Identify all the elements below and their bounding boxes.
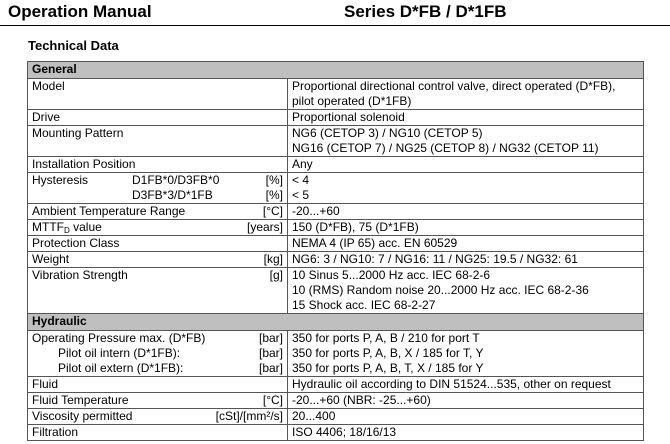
param-value: Proportional directional control valve, direct operated (D*FB), pilot operated (D*1FB): [288, 79, 644, 110]
param-unit: [g]: [269, 268, 283, 282]
param-label: Protection Class: [28, 236, 288, 252]
table-row: [28, 126, 644, 157]
param-value: 150 (D*FB), 75 (D*1FB): [288, 220, 644, 236]
group-hydraulic: [28, 314, 644, 331]
param-label: Drive: [28, 110, 288, 126]
param-unit: [%]: [265, 188, 283, 202]
param-unit: [bar]: [258, 346, 283, 360]
param-unit: [%]: [265, 173, 283, 187]
table-row: [28, 79, 644, 110]
param-label: Vibration Strength [g]: [28, 268, 288, 314]
table-row: [28, 268, 644, 314]
param-value: < 4 < 5: [288, 173, 644, 204]
param-value: 350 for ports P, A, B / 210 for port T 350 for ports P, A, B, X / 185 for T, Y 350 for ports P, A, B, T, X / 185 for Y: [288, 331, 644, 377]
table-row: [28, 377, 644, 393]
param-value: -20...+60 (NBR: -25...+60): [288, 393, 644, 409]
param-unit: [°C]: [262, 204, 283, 218]
param-unit: [cSt]/[mm²/s]: [215, 409, 283, 423]
group-title: Hydraulic: [28, 314, 644, 331]
param-label: Fluid Temperature [°C]: [28, 393, 288, 409]
table-row: [28, 409, 644, 425]
param-value: NG6: 3 / NG10: 7 / NG16: 11 / NG25: 19.5 / NG32: 61: [288, 252, 644, 268]
param-value: ISO 4406; 18/16/13: [288, 425, 644, 441]
param-label: Viscosity permitted [cSt]/[mm²/s]: [28, 409, 288, 425]
technical-data-table: [27, 61, 644, 441]
series-title: Series D*FB / D*1FB: [344, 2, 507, 21]
param-label: Mounting Pattern: [28, 126, 288, 157]
param-value: Any: [288, 157, 644, 173]
param-value: Hydraulic oil according to DIN 51524...535, other on request: [288, 377, 644, 393]
param-value: -20...+60: [288, 204, 644, 220]
param-label: Installation Position: [28, 157, 288, 173]
section-title: Technical Data: [28, 38, 119, 53]
param-label: $MTTF_D$ value [years]: [28, 220, 288, 236]
param-label: Weight [kg]: [28, 252, 288, 268]
hysteresis-variant-2: D3FB*3/D*1FB: [132, 188, 213, 202]
group-title: General: [28, 62, 644, 79]
param-value: Proportional solenoid: [288, 110, 644, 126]
table-row: [28, 220, 644, 236]
param-unit: [years]: [246, 220, 283, 234]
param-label: Fluid: [28, 377, 288, 393]
table-row: [28, 252, 644, 268]
param-label: Ambient Temperature Range [°C]: [28, 204, 288, 220]
param-label: Model: [28, 79, 288, 110]
group-general: [28, 62, 644, 79]
table-row: [28, 393, 644, 409]
param-label: Hysteresis D1FB*0/D3FB*0 [%] D3FB*3/D*1FB [%]: [28, 173, 288, 204]
table-row: [28, 204, 644, 220]
param-value: NG6 (CETOP 3) / NG10 (CETOP 5) NG16 (CETOP 7) / NG25 (CETOP 8) / NG32 (CETOP 11): [288, 126, 644, 157]
param-unit: [kg]: [263, 252, 283, 266]
param-label: Operating Pressure max. (D*FB) [bar] Pilot oil intern (D*1FB): [bar] Pilot oil extern (D*1FB): [bar]: [28, 331, 288, 377]
param-value: NEMA 4 (IP 65) acc. EN 60529: [288, 236, 644, 252]
table-row: [28, 110, 644, 126]
param-unit: [°C]: [262, 393, 283, 407]
table-row: [28, 173, 644, 204]
manual-title: Operation Manual: [8, 2, 152, 21]
table-row: [28, 331, 644, 377]
table-row: [28, 157, 644, 173]
param-unit: [bar]: [258, 331, 283, 345]
header-rule: [0, 25, 670, 26]
hysteresis-variant-1: D1FB*0/D3FB*0: [132, 173, 220, 187]
param-label: Filtration: [28, 425, 288, 441]
table-row: [28, 425, 644, 441]
param-unit: [bar]: [258, 361, 283, 375]
table-row: [28, 236, 644, 252]
param-value: 10 Sinus 5...2000 Hz acc. IEC 68-2-6 10 (RMS) Random noise 20...2000 Hz acc. IEC 68-2-36 15 Shock acc. IEC 68-2-27: [288, 268, 644, 314]
param-value: 20...400: [288, 409, 644, 425]
